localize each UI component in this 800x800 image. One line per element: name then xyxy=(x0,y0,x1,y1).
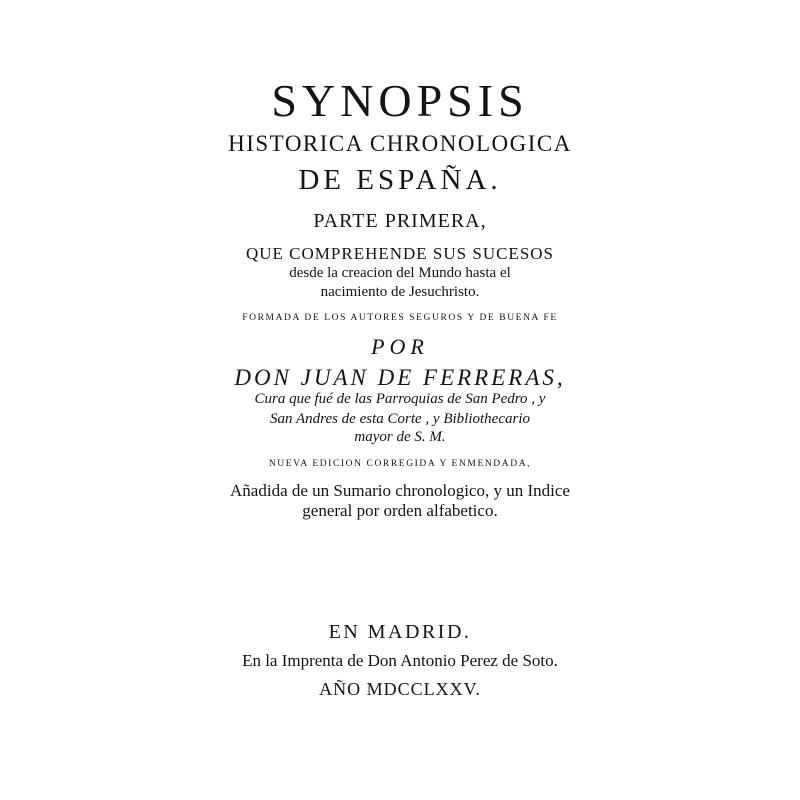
book-title: SYNOPSIS xyxy=(271,75,529,126)
addition-note-line-1: Añadida de un Sumario chronologico, y un Indice xyxy=(230,481,570,500)
author-credential-line-1: Cura que fué de las Parroquias de San Pedro , y xyxy=(254,391,546,407)
addition-note-line-2: general por orden alfabetico. xyxy=(302,501,498,520)
author-credential-line-3: mayor de S. M. xyxy=(354,429,446,445)
imprint-printer: En la Imprenta de Don Antonio Perez de Soto. xyxy=(242,651,558,670)
by-line: POR xyxy=(371,334,429,359)
imprint-year: AÑO MDCCLXXV. xyxy=(319,679,481,699)
edition-note: NUEVA EDICION CORREGIDA Y ENMENDADA, xyxy=(268,459,532,469)
imprint-place: EN MADRID. xyxy=(328,621,472,643)
author-name: DON JUAN DE FERRERAS, xyxy=(234,365,566,390)
description-line-1: QUE COMPREHENDE SUS SUCESOS xyxy=(245,244,555,263)
book-subtitle-country: DE ESPAÑA. xyxy=(298,164,502,196)
part-heading: PARTE PRIMERA, xyxy=(313,210,487,232)
description-line-3: nacimiento de Jesuchristo. xyxy=(320,284,480,300)
book-subtitle: HISTORICA CHRONOLOGICA xyxy=(228,131,572,156)
sources-note: FORMADA DE LOS AUTORES SEGUROS Y DE BUENA FE xyxy=(242,313,558,323)
description-line-2: desde la creacion del Mundo hasta el xyxy=(289,265,511,281)
author-credential-line-2: San Andres de esta Corte , y Bibliothecario xyxy=(270,411,530,427)
